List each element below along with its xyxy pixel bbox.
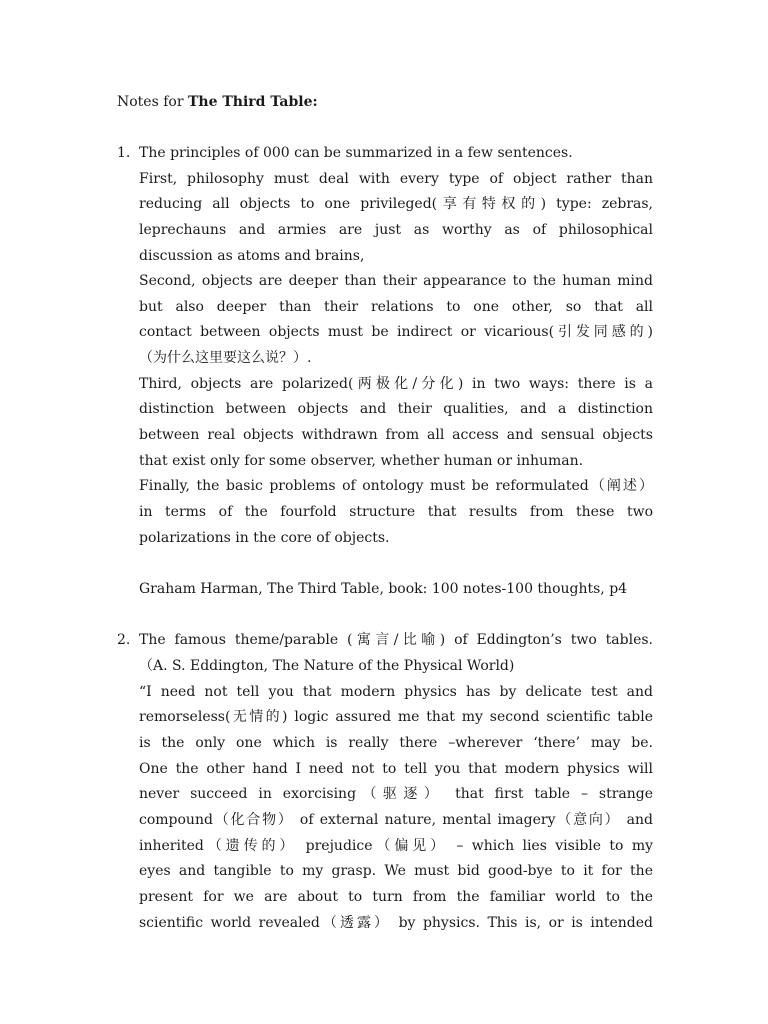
note-2-line: eyes and tangible to my grasp. We must bid good-bye to it for the — [139, 863, 653, 879]
note-1-line: discussion as atoms and brains, — [139, 248, 365, 264]
note-2-line: One the other hand I need not to tell you that modern physics will — [139, 761, 653, 777]
note-2-line: scientific world revealed（透露） by physics. This is, or is intended — [139, 915, 653, 931]
title-book-name: The Third Table: — [187, 94, 318, 110]
note-1-line: contact between objects must be indirect or vicarious(引发同感的) — [139, 324, 653, 340]
note-2-line: is the only one which is really there –wherever ‘there’ may be. — [139, 735, 653, 751]
note-1-line: leprechauns and armies are just as worthy as of philosophical — [139, 222, 653, 238]
note-2-line: “I need not tell you that modern physics has by delicate test and — [139, 684, 653, 700]
note-1-line: （为什么这里要这么说？）. — [139, 350, 312, 366]
note-2-line: never succeed in exorcising（驱逐） that first table – strange — [139, 786, 653, 802]
note-1-line: Finally, the basic problems of ontology must be reformulated（阐述） — [139, 478, 653, 494]
title-prefix: Notes for — [117, 94, 188, 110]
note-2-number: 2. — [117, 632, 131, 648]
note-1-line: Third, objects are polarized(两极化/分化) in two ways: there is a — [139, 376, 653, 392]
note-2-line: inherited（遗传的） prejudice（偏见） – which lies visible to my — [139, 838, 653, 854]
note-1-line: Second, objects are deeper than their appearance to the human mind — [139, 273, 653, 289]
note-2-line: The famous theme/parable (寓言/比喻) of Eddington’s two tables. — [139, 632, 653, 648]
note-1-line: in terms of the fourfold structure that results from these two — [139, 504, 653, 520]
note-1-line: between real objects withdrawn from all access and sensual objects — [139, 427, 653, 443]
note-2-line: present for we are about to turn from the familiar world to the — [139, 889, 653, 905]
note-1-line: distinction between objects and their qualities, and a distinction — [139, 401, 653, 417]
note-1-number: 1. — [117, 145, 131, 161]
page-title — [117, 92, 318, 112]
note-1-line: reducing all objects to one privileged(享有特权的) type: zebras, — [139, 196, 653, 212]
note-1-line: but also deeper than their relations to one other, so that all — [139, 299, 653, 315]
note-2-line: （A. S. Eddington, The Nature of the Physical World) — [139, 658, 515, 674]
note-2-line: remorseless(无情的) logic assured me that my second scientific table — [139, 709, 653, 725]
note-1-line: First, philosophy must deal with every type of object rather than — [139, 171, 653, 187]
note-1-line: The principles of 000 can be summarized in a few sentences. — [139, 145, 573, 161]
note-2-line: compound（化合物） of external nature, mental imagery（意向） and — [139, 812, 653, 828]
citation: Graham Harman, The Third Table, book: 100 notes-100 thoughts, p4 — [139, 581, 628, 597]
note-1-line: polarizations in the core of objects. — [139, 530, 390, 546]
note-1-line: that exist only for some observer, whether human or inhuman. — [139, 453, 584, 469]
